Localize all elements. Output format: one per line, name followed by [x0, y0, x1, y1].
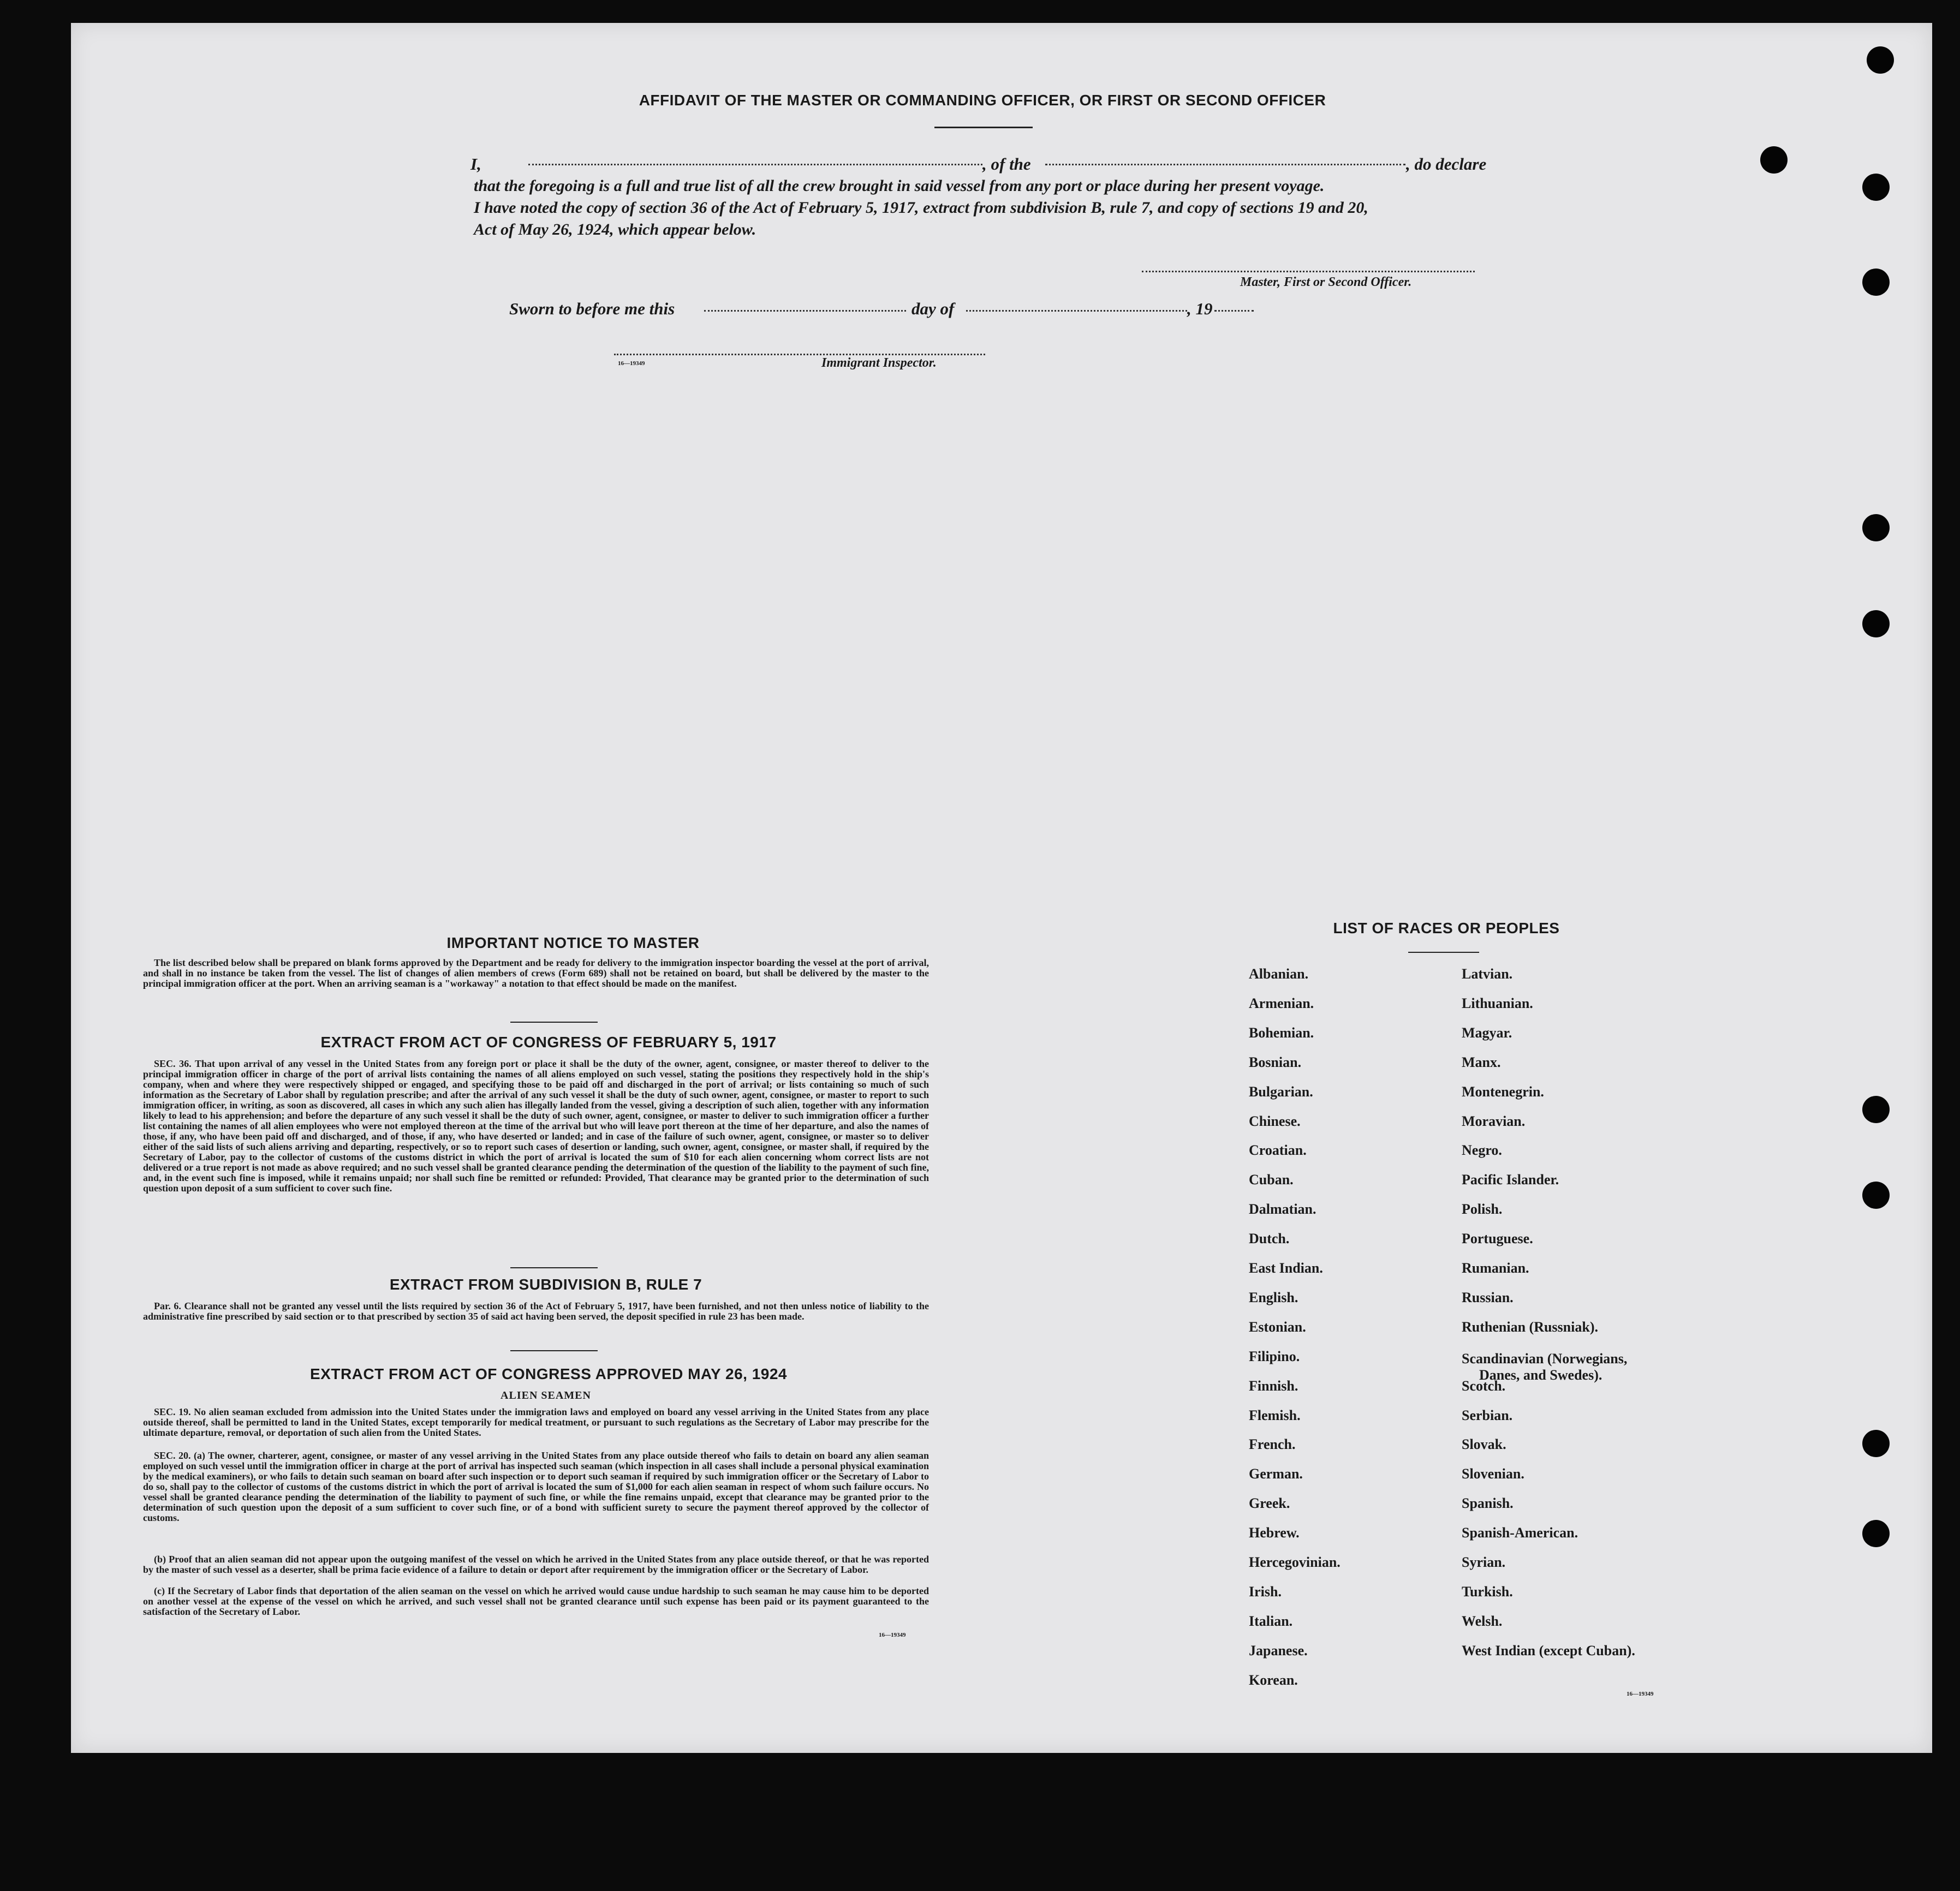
race-item: Korean. — [1249, 1672, 1298, 1688]
race-item: Bulgarian. — [1249, 1084, 1313, 1100]
race-item: Flemish. — [1249, 1407, 1301, 1423]
race-item: Negro. — [1462, 1142, 1502, 1158]
extract-1924-title: EXTRACT FROM ACT OF CONGRESS APPROVED MAY 26, 1924 — [310, 1365, 787, 1382]
race-item: Russian. — [1462, 1290, 1514, 1305]
race-item: English. — [1249, 1290, 1298, 1305]
inspector-label: Immigrant Inspector. — [821, 356, 937, 370]
race-item: Italian. — [1249, 1613, 1293, 1629]
race-item: Slovak. — [1462, 1436, 1506, 1452]
sworn-day-blank[interactable] — [704, 310, 906, 312]
binder-hole — [1862, 514, 1890, 541]
race-item: Pacific Islander. — [1462, 1172, 1559, 1188]
race-item: Armenian. — [1249, 995, 1314, 1011]
race-item: Spanish-American. — [1462, 1525, 1578, 1541]
race-item: German. — [1249, 1466, 1303, 1482]
race-item: Bohemian. — [1249, 1025, 1314, 1041]
vessel-blank[interactable] — [1045, 164, 1405, 165]
race-item: Welsh. — [1462, 1613, 1503, 1629]
race-item: Chinese. — [1249, 1113, 1301, 1129]
race-item: Rumanian. — [1462, 1260, 1529, 1276]
year-prefix: , 19 — [1187, 299, 1213, 318]
rule7-body: Par. 6. Clearance shall not be granted any vessel until the lists required by section 36 of the Act of February 5, 1917, have been furnished, and not then unless notice of liability to the administrative fine prescribed by said section or to that prescribed by section 35 of said act having been served, the deposit specified in rule 23 has been made. — [143, 1301, 929, 1322]
race-item: Hebrew. — [1249, 1525, 1300, 1541]
form-number: 16—19349 — [618, 360, 645, 367]
sec20a-text: SEC. 20. (a) The owner, charterer, agent, consignee, or master of any vessel arriving in the United States from any place outside thereof who fails to detain on board any alien seaman employed on such vessel until the immigration officer in charge at the port of arrival has inspected such seaman (which inspection in all cases shall include a personal physical examination by the medical examiners), or who fails to detain such seaman on board after such inspection or to deport such seaman if required by such immigration officer or the Secretary of Labor to do so, shall pay to the collector of customs of the customs district in which the port of arrival is located the sum of $1,000 for each alien seaman in respect of whom such failure occurs. No vessel shall be granted clearance pending the determination of the liability to payment of such fine, or while the fine remains unpaid, except that clearance may be granted prior to the determination of such question upon the deposit of a sum sufficient to cover such fine, or of a bond with sufficient surety to secure the payment thereof approved by the collector of customs. — [143, 1450, 929, 1523]
race-item: Syrian. — [1462, 1554, 1506, 1570]
binder-hole — [1760, 146, 1788, 174]
affidavit-of-the: , of the — [982, 154, 1031, 174]
day-of-text: day of — [912, 299, 955, 318]
title-underline — [934, 127, 1033, 128]
affidavit-line3: I have noted the copy of section 36 of the Act of February 5, 1917, extract from subdivision B, rule 7, and copy of sections 19 and 20, — [474, 199, 1368, 217]
race-item: French. — [1249, 1436, 1296, 1452]
form-number: 16—19349 — [1627, 1691, 1654, 1697]
divider — [510, 1267, 598, 1268]
divider — [510, 1022, 598, 1023]
race-item: Portuguese. — [1462, 1231, 1533, 1246]
race-item: Spanish. — [1462, 1495, 1514, 1511]
race-item: Bosnian. — [1249, 1054, 1302, 1070]
divider — [510, 1350, 598, 1351]
sec20b-text: (b) Proof that an alien seaman did not appear upon the outgoing manifest of the vessel on which he arrived in the United States from any place outside thereof, or that he was reported by the master of such vessel as a deserter, shall be prima facie evidence of a failure to detain or deport after requirement by the immigration officer or the Secretary of Labor. — [143, 1554, 929, 1575]
sworn-text: Sworn to before me this — [509, 299, 675, 318]
rule7-title: EXTRACT FROM SUBDIVISION B, RULE 7 — [389, 1276, 702, 1293]
race-item: Montenegrin. — [1462, 1084, 1544, 1100]
affidavit-do-declare: , do declare — [1406, 154, 1487, 174]
race-item: Slovenian. — [1462, 1466, 1524, 1482]
binder-hole — [1862, 1430, 1890, 1457]
notice-body: The list described below shall be prepared on blank forms approved by the Department and be ready for delivery to the immigration inspector boarding the vessel at the port of arrival, and shall in no instance be taken from the vessel. The list of changes of alien members of crews (Form 689) shall not be retained on board, but shall be delivered by the master to the principal immigration officer at the port. When an arriving seaman is a "workaway" a notation to that effect should be made on the manifest. — [143, 957, 929, 989]
race-item: Manx. — [1462, 1054, 1501, 1070]
race-item: Albanian. — [1249, 966, 1309, 982]
race-item: East Indian. — [1249, 1260, 1323, 1276]
sec19-text: SEC. 19. No alien seaman excluded from admission into the United States under the immigration laws and employed on board any vessel arriving in the United States from any place outside thereof, shall be permitted to land in the United States, except temporarily for medical treatment, or pursuant to such regulations as the Secretary of Labor may prescribe for the ultimate departure, removal, or deportation of such alien from the United States. — [143, 1406, 929, 1438]
master-signature-line[interactable] — [1142, 271, 1475, 272]
race-item: Dutch. — [1249, 1231, 1290, 1246]
binder-hole — [1862, 1520, 1890, 1547]
extract-1917-body: SEC. 36. That upon arrival of any vessel in the United States from any foreign port or place it shall be the duty of the owner, agent, consignee, or master thereof to deliver to the principal immigration officer in charge of the port of arrival lists containing the names of all aliens employed on such vessel, stating the positions they respectively hold in the ship's company, when and where they were respectively shipped or engaged, and specifying those to be paid off and discharged in the port of arrival; or lists containing so much of such information as the Secretary of Labor shall by regulation prescribe; and after the arrival of any such vessel it shall be the duty of such owner, agent, consignee, or master to report to such immigration officer, in writing, as soon as discovered, all cases in which any such alien has illegally landed from the vessel, giving a description of such alien, together with any information likely to lead to his apprehension; and before the departure of any such vessel it shall be the duty of such owner, agent, consignee, or master to deliver to such immigration officer a further list containing the names of all alien employees who were not employed thereon at the time of the arrival but who will leave port thereon at the time of her departure, and also the names of those, if any, who have been paid off and discharged, and of those, if any, who have deserted or landed; and in case of the failure of such owner, agent, consignee, or master so to deliver either of the said lists of such aliens arriving and departing, respectively, or so to report such cases of desertion or landing, such owner, agent, consignee, or master shall, if required by the Secretary of Labor, pay to the collector of customs of the customs district in which the port of arrival is located the sum of $10 for each alien concerning whom correct lists are not delivered or a true report is not made as above required; and no such vessel shall be granted clearance pending the determination of the question of the liability to the payment of such fine, and, in the event such fine is imposed, while it remains unpaid; nor shall such fine be remitted or refunded: Provided, That clearance may be granted prior to the determination of such question upon deposit of a sum sufficient to cover such fine. — [143, 1058, 929, 1194]
race-item: Filipino. — [1249, 1349, 1300, 1364]
divider — [1408, 952, 1479, 953]
race-item: Magyar. — [1462, 1025, 1512, 1041]
race-item: Turkish. — [1462, 1584, 1513, 1600]
extract-1924-subtitle: ALIEN SEAMEN — [501, 1389, 591, 1401]
binder-hole — [1862, 269, 1890, 296]
affidavit-line4: Act of May 26, 1924, which appear below. — [474, 220, 756, 238]
sworn-month-blank[interactable] — [966, 310, 1187, 312]
race-item: Finnish. — [1249, 1378, 1298, 1394]
race-item: Japanese. — [1249, 1643, 1308, 1659]
name-blank[interactable] — [528, 164, 982, 165]
form-number: 16—19349 — [879, 1632, 906, 1638]
affidavit-line2: that the foregoing is a full and true list of all the crew brought in said vessel from any port or place during her present voyage. — [474, 177, 1325, 195]
affidavit-i: I, — [470, 154, 481, 174]
race-item: Greek. — [1249, 1495, 1290, 1511]
master-signature-label: Master, First or Second Officer. — [1240, 275, 1412, 289]
binder-hole — [1867, 46, 1894, 74]
race-item: Latvian. — [1462, 966, 1513, 982]
race-item: Danes, and Swedes). — [1479, 1367, 1602, 1383]
race-item: Estonian. — [1249, 1319, 1306, 1335]
race-item: Scandinavian (Norwegians, — [1462, 1351, 1628, 1367]
race-item: Moravian. — [1462, 1113, 1526, 1129]
race-item: Dalmatian. — [1249, 1201, 1316, 1217]
race-item: Ruthenian (Russniak). — [1462, 1319, 1598, 1335]
race-item: Polish. — [1462, 1201, 1503, 1217]
race-item: Scotch. — [1462, 1378, 1506, 1394]
race-item: Croatian. — [1249, 1142, 1307, 1158]
race-item: Irish. — [1249, 1584, 1282, 1600]
race-item: West Indian (except Cuban). — [1462, 1643, 1635, 1659]
race-item: Hercegovinian. — [1249, 1554, 1341, 1570]
inspector-signature-line[interactable] — [614, 354, 985, 355]
sec20c-text: (c) If the Secretary of Labor finds that deportation of the alien seaman on the vessel on which he arrived would cause undue hardship to such seaman he may cause him to be deported on another vessel at the expense of the vessel on which he arrived, and such vessel shall not be granted clearance until such expense has been paid or its payment guaranteed to the satisfaction of the Secretary of Labor. — [143, 1585, 929, 1617]
binder-hole — [1862, 174, 1890, 201]
affidavit-title: AFFIDAVIT OF THE MASTER OR COMMANDING OFFICER, OR FIRST OR SECOND OFFICER — [639, 92, 1326, 109]
extract-1917-title: EXTRACT FROM ACT OF CONGRESS OF FEBRUARY 5, 1917 — [320, 1034, 777, 1051]
binder-hole — [1862, 610, 1890, 637]
binder-hole — [1862, 1182, 1890, 1209]
race-item: Lithuanian. — [1462, 995, 1533, 1011]
race-item: Serbian. — [1462, 1407, 1513, 1423]
binder-hole — [1862, 1096, 1890, 1123]
races-title: LIST OF RACES OR PEOPLES — [1333, 920, 1560, 936]
notice-title: IMPORTANT NOTICE TO MASTER — [446, 934, 700, 951]
sworn-year-blank[interactable] — [1214, 310, 1254, 312]
race-item: Cuban. — [1249, 1172, 1294, 1188]
